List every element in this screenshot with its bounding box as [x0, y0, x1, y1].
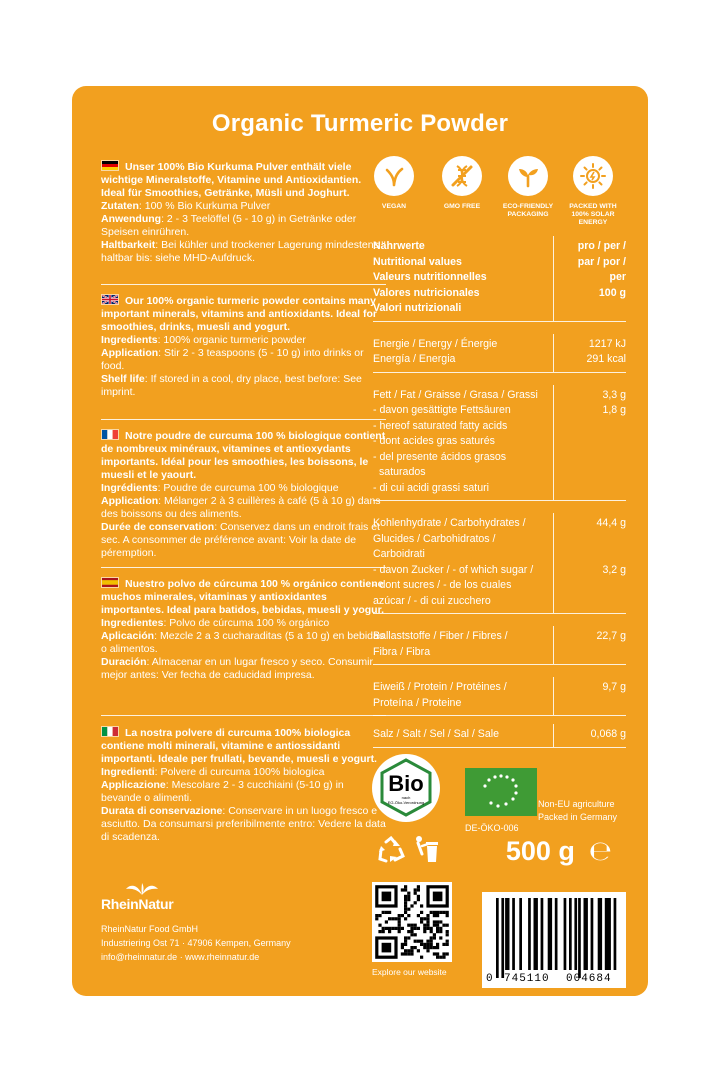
qr-code-graphic [372, 882, 452, 962]
row-label: Carboidrati [373, 548, 425, 560]
badge-label: ECO-FRIENDLY PACKAGING [502, 203, 554, 218]
row-label: Anwendung [101, 213, 162, 225]
france-flag-icon [101, 429, 119, 440]
row-value: 1217 kJ [588, 337, 626, 350]
badge-label: PACKED WITH 100% SOLAR ENERGY [569, 203, 617, 226]
bio-sub1: nach [401, 795, 411, 800]
bio-seal-logo [372, 754, 440, 822]
row-label: Kohlenhydrate / Carbohydrates / [373, 517, 526, 529]
recycle-icon [376, 836, 406, 864]
row-label: Aplicación [101, 630, 155, 642]
origin-line-1: Non-EU agriculture [538, 799, 615, 809]
header-label: Valeurs nutritionnelles [373, 271, 487, 283]
row-label: - dont acides gras saturés [373, 435, 495, 447]
label-panel [72, 86, 648, 996]
row-label: Ballaststoffe / Fiber / Fibres / [373, 630, 508, 642]
gmo-free-icon [449, 163, 475, 189]
row-label: Fett / Fat / Graisse / Grasa / Grassi [373, 388, 538, 401]
lang-block-it [101, 726, 386, 844]
lang-block-fr [101, 429, 386, 560]
nutrition-row-fiber [373, 614, 626, 665]
barcode-lead: 0 [486, 973, 493, 985]
company-web: info@rheinnatur.de · www.rheinnatur.de [101, 952, 260, 962]
row-label: - dont sucres / - de los cuales [373, 579, 512, 591]
intro-text: La nostra polvere di curcuma 100% biologica contiene molti minerali, vitamine e antiossidanti importanti. Ideale per frullati, bevande, muesli e yogurt. [101, 727, 377, 765]
row-label: azúcar / - di cui zucchero [373, 594, 491, 607]
row-label: Duración [101, 656, 147, 668]
row-label: Durata di conservazione [101, 805, 223, 817]
row-label: Ingredientes [101, 617, 164, 629]
row-label: Shelf life [101, 373, 145, 385]
header-value: pro / per / [577, 240, 626, 252]
estimated-sign-icon: ℮ [588, 836, 612, 867]
row-text: : Stir 2 - 3 teaspoons (5 - 10 g) into drinks or food. [101, 347, 364, 372]
row-label: Proteína / Proteine [373, 696, 462, 709]
divider [101, 419, 386, 420]
net-weight [506, 836, 612, 867]
uk-flag-icon [101, 294, 119, 305]
row-value: 0,068 g [590, 728, 626, 740]
row-text: : Conservare in un luogo fresco e asciutto. Da consumarsi preferibilmente entro: Vedere la data di scadenza. [101, 805, 386, 843]
header-label: Nährwerte [373, 240, 425, 252]
barcode-left: 745110 [504, 973, 550, 985]
nutrition-row-energy [373, 322, 626, 373]
bio-word: Bio [388, 771, 424, 796]
badge-label: GMO FREE [443, 203, 481, 210]
header-label: Nutritional values [373, 255, 462, 268]
lang-block-es [101, 577, 386, 682]
eco-plant-icon [515, 163, 541, 189]
solar-energy-icon [579, 162, 607, 190]
row-label: - del presente ácidos grasos [373, 450, 507, 463]
barcode-right: 004684 [566, 973, 612, 985]
eu-organic-logo [465, 768, 537, 816]
row-text: : Poudre de curcuma 100 % biologique [157, 482, 339, 494]
row-label: Energie / Energy / Énergie [373, 337, 498, 350]
company-address: Industriering Ost 71 · 47906 Kempen, Germany [101, 938, 291, 948]
row-label: - davon gesättigte Fettsäuren [373, 404, 511, 416]
intro-text: Notre poudre de curcuma 100 % biologique contient de nombreux minéraux, vitamines et antioxydants importants. Idéal pour les smoothies, les boissons, le muesli et le yaourt. [101, 430, 386, 481]
nutrition-table [373, 236, 626, 748]
header-label: Valores nutricionales [373, 286, 480, 299]
product-title: Organic Turmeric Powder [211, 110, 509, 137]
row-value: 44,4 g [596, 517, 626, 529]
lang-block-de [101, 160, 386, 265]
row-label: Haltbarkeit [101, 239, 156, 251]
row-value: 291 kcal [586, 353, 626, 365]
row-text: : Almacenar en un lugar fresco y seco. Consumir mejor antes: Ver fecha de caducidad impresa. [101, 656, 373, 681]
row-value: 3,3 g [602, 388, 626, 401]
row-text: : Mezcle 2 a 3 cucharaditas (5 a 10 g) en bebidas o alimentos. [101, 630, 385, 655]
row-label: Application [101, 495, 159, 507]
row-value: 9,7 g [602, 681, 626, 693]
row-label: Energía / Energia [373, 353, 456, 365]
row-label: Ingredienti [101, 766, 155, 778]
row-text: : 2 - 3 Teelöffel (5 - 10 g) in Getränke oder Speisen einrühren. [101, 213, 357, 238]
row-label: Glucides / Carbohidratos / [373, 532, 496, 545]
spain-flag-icon [101, 577, 119, 588]
divider [101, 715, 386, 716]
row-text: : Mescolare 2 - 3 cucchiaini (5-10 g) in bevande o alimenti. [101, 779, 344, 804]
leaf-icon [382, 164, 406, 188]
row-label: Ingredients [101, 334, 158, 346]
badge-solar-energy [562, 156, 624, 227]
eu-control-code: DE-ÖKO-006 [465, 823, 519, 833]
intro-text: Nuestro polvo de cúrcuma 100 % orgánico contiene muchos minerales, vitaminas y antioxidantes importantes. Ideal para batidos, bebidas, muesli y yogur. [101, 578, 384, 616]
barcode [482, 892, 626, 988]
row-text: : Mélanger 2 à 3 cuillères à café (5 à 10 g) dans des boissons ou des aliments. [101, 495, 381, 520]
header-label: Valori nutrizionali [373, 302, 462, 314]
row-label: Eiweiß / Protein / Protéines / [373, 681, 507, 693]
row-label: - davon Zucker / - of which sugar / [373, 563, 534, 576]
row-label: Salz / Salt / Sel / Sal / Sale [373, 728, 500, 740]
badge-eco-packaging [497, 156, 559, 219]
row-text: : If stored in a cool, dry place, best before: See imprint. [101, 373, 362, 398]
row-text: : Polvo de cúrcuma 100 % orgánico [163, 617, 330, 629]
row-text: : 100% organic turmeric powder [157, 334, 306, 346]
nutrition-row-protein [373, 665, 626, 716]
italy-flag-icon [101, 726, 119, 737]
divider [101, 567, 386, 568]
row-value: 3,2 g [602, 563, 626, 576]
row-label: - di cui acidi grassi saturi [373, 481, 489, 494]
header-value: par / por / [577, 255, 626, 268]
row-value: 1,8 g [602, 404, 626, 416]
row-text: : Bei kühler und trockener Lagerung mindestens haltbar bis: siehe MHD-Aufdruck. [101, 239, 379, 264]
badge-label: VEGAN [381, 203, 407, 210]
nutrition-row-carbohydrates [373, 501, 626, 614]
badge-vegan [363, 156, 425, 211]
divider [101, 284, 386, 285]
row-label: Zutaten [101, 200, 139, 212]
row-text: : Conservez dans un endroit frais et sec. A consommer de préférence avant: Voir la date de péremption. [101, 521, 380, 559]
intro-text: Our 100% organic turmeric powder contains many important minerals, vitamins and antioxidants. Ideal for smoothies, drinks, muesli and yogurt. [101, 295, 377, 333]
row-label: Durée de conservation [101, 521, 215, 533]
nutrition-row-fat [373, 373, 626, 502]
trash-bin-icon [414, 834, 440, 864]
nutrition-row-salt [373, 716, 626, 748]
row-label: Fibra / Fibra [373, 645, 431, 658]
row-label: Applicazione [101, 779, 166, 791]
row-value: 22,7 g [596, 630, 626, 642]
row-text: : 100 % Bio Kurkuma Pulver [138, 200, 271, 212]
germany-flag-icon [101, 160, 119, 171]
bio-sub2: EG-Öko-Verordnung [387, 800, 425, 805]
qr-caption: Explore our website [372, 967, 447, 977]
row-label: saturados [379, 466, 426, 478]
nutrition-header [373, 236, 626, 322]
intro-text: Unser 100% Bio Kurkuma Pulver enthält viele wichtige Mineralstoffe, Vitamine und Antioxidantien. Ideal für Smoothies, Getränke, Müsli und Joghurt. [101, 161, 362, 199]
weight-value: 500 g [505, 836, 575, 866]
eu-leaf-icon [465, 768, 537, 816]
brand-logo: RheinNatur [101, 896, 174, 912]
origin-line-2: Packed in Germany [538, 812, 618, 822]
header-value: per [609, 271, 626, 283]
row-label: Application [101, 347, 159, 359]
row-label: Ingrédients [101, 482, 158, 494]
company-name: RheinNatur Food GmbH [101, 924, 199, 934]
header-value: 100 g [598, 286, 626, 299]
bio-hexagon-icon [372, 754, 440, 822]
brand-leaf-icon [120, 882, 164, 896]
lang-block-en [101, 294, 386, 399]
row-text: : Polvere di curcuma 100% biologica [154, 766, 325, 778]
qr-code[interactable] [372, 882, 452, 962]
badge-gmo-free [431, 156, 493, 211]
row-label: - hereof saturated fatty acids [373, 419, 508, 432]
